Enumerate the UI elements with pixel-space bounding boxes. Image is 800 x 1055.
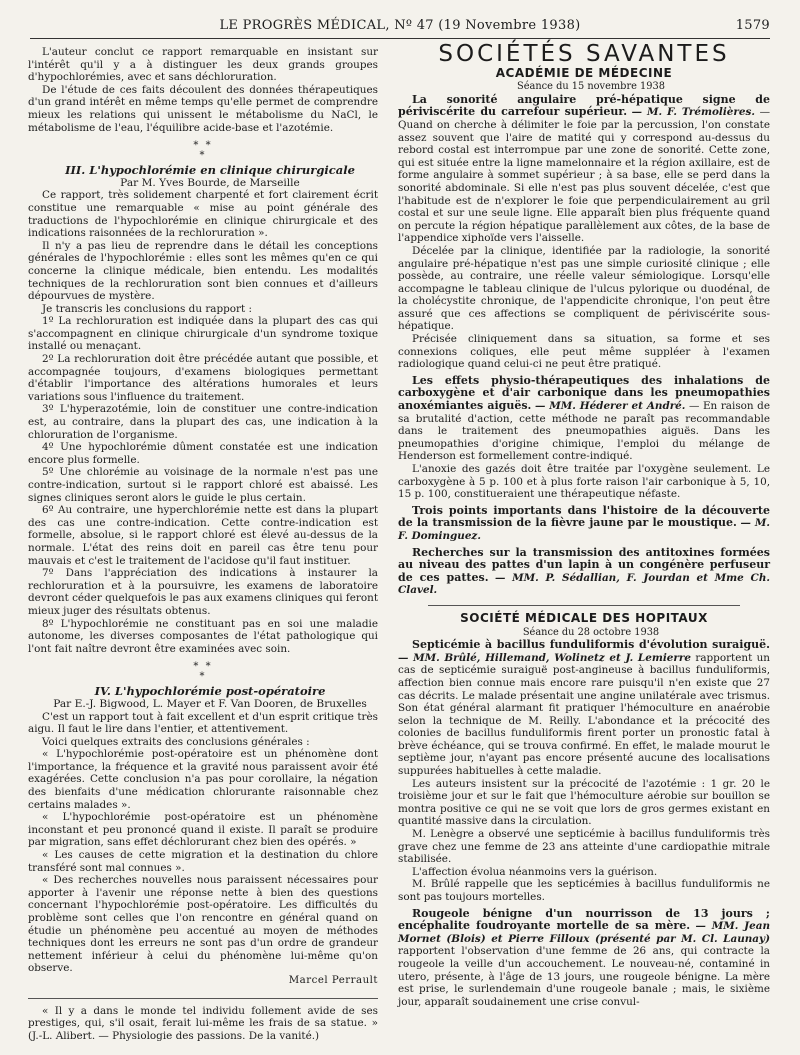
communication-title: La sonorité angulaire pré-hépatique signe de périviscérite du carrefour supérieur. (398, 92, 770, 119)
communication-text: rapportent l'observation d'une femme de 26 ans, qui contracte la rougeole la veille d'un accouchement. Le nouveau-né, contaminé in utero, présente, à l'âge de 13 jours, une rougeole bénigne. La mère est prise, le surlendemain d'une rougeole banale ; mais, le sixième jour, apparaît soudainement une crise convul- (398, 945, 770, 1008)
conclusion-item: 7º Dans l'appréciation des indications à instaurer la rechloruration et à la poursuivre, les examens de laboratoire devront céder quelquefois le pas aux examens cliniques qui feront mieux juger des résultats obtenus. (28, 567, 378, 617)
quoted-conclusion: « Des recherches nouvelles nous paraissent nécessaires pour apporter à l'avenir une réponse nette à bien des questions concernant l'hypochlorémie post-opératoire. Les difficultés du problème sont celles que l'on rencontre en général quand on étudie un phénomène peu accentué au moyen de méthodes techniques dont les erreurs ne sont pas d'un ordre de grandeur nettement inférieur à celui du phénomène lui-même qu'on observe. (28, 874, 378, 975)
body-paragraph: Il n'y a pas lieu de reprendre dans le détail les conceptions générales de l'hypochlorémie : elles sont les mêmes qu'en ce qui concerne la clinique médicale, bien entendu. Les modalités techniques de la rechloruration sont bien connues et d'ailleurs dépourvues de mystère. (28, 239, 378, 303)
communication (398, 505, 770, 543)
quote-rule (28, 998, 378, 999)
section-author: Par E.-J. Bigwood, L. Mayer et F. Van Dooren, de Bruxelles (53, 697, 367, 710)
communication-title: Septicémie à bacillus funduliformis d'évolution suraiguë. (412, 638, 770, 652)
communication-author: — M. F. Trémolières. (631, 106, 755, 119)
communication (398, 375, 770, 463)
body-paragraph: Précisée cliniquement dans sa situation, sa forme et ses connexions coliques, elle peut même suppléer à l'examen radiologique quand celui-ci ne peut être pratiqué. (398, 333, 770, 371)
section-separator: * * * (193, 661, 213, 683)
header-rule (30, 38, 770, 39)
quoted-conclusion: « Les causes de cette migration et la destination du chlore transféré sont mal connues ». (28, 849, 378, 874)
conclusion-item: 1º La rechloruration est indiquée dans la plupart des cas qui s'accompagnent en clinique chirurgicale d'un syndrome toxique installé ou menaçant. (28, 315, 378, 353)
communication-author: — M. F. Dominguez. (398, 517, 770, 542)
academy-heading: ACADÉMIE DE MÉDECINE (495, 65, 673, 80)
session-date: Séance du 28 octobre 1938 (522, 626, 660, 638)
communication-author: — MM. Brûlé, Hillemand, Wolinetz et J. Lemierre (398, 651, 691, 664)
conclusion-item: 5º Une chlorémie au voisinage de la normale n'est pas une contre-indication, surtout si le rapport chloré est abaissé. Les signes cliniques seront alors le guide le plus certain. (28, 466, 378, 504)
communication-title: Recherches sur la transmission des antitoxines formées au niveau des pattes d'un lapin à un congénère perfuseur de ces pattes. (398, 545, 770, 584)
communication (398, 547, 770, 597)
left-column (28, 46, 378, 1042)
author-signature: Marcel Perrault (288, 974, 378, 986)
communication-author: — MM. Jean Mornet (Blois) et Pierre Filloux (présenté par M. Cl. Launay) (398, 920, 770, 945)
body-paragraph: C'est un rapport tout à fait excellent et d'un esprit critique très aigu. Il faut le lire dans l'entier, et attentivement. (28, 710, 378, 736)
societies-title: SOCIÉTÉS SAVANTES (438, 41, 730, 67)
body-paragraph: L'affection évolua néanmoins vers la guérison. (412, 865, 658, 878)
section-rule (428, 605, 740, 606)
section-title: III. L'hypochlorémie en clinique chirurgicale (65, 163, 355, 178)
section-separator: * * * (193, 140, 213, 162)
right-column (398, 41, 771, 1008)
communication-title: Trois points importants dans l'histoire de la découverte de la transmission de la fièvre jaune par le moustique. (398, 503, 770, 530)
section-author: Par M. Yves Bourde, de Marseille (120, 176, 300, 189)
communication-text: — Quand on cherche à délimiter le foie par la percussion, l'on constate assez souvent que l'aire de matité qui y correspond au-dessus du rebord costal est interrompue par une zone de sonorité. Cette zone, qui est située entre la ligne mamelonnaire et la région axillaire, est de forme angulaire à sommet supérieur ; à sa base, elle se perd dans la sonorité abdominale. Si elle n'est pas plus souvent décelée, c'est que l'habitude est de n'explorer le foie que perpendiculairement au gril costal et sur une seule ligne. Elle apparaît bien plus fréquente quand on percute la région hépatique parallèlement aux côtes, de la base de l'appendice xiphoïde vers l'aisselle. (398, 106, 770, 245)
conclusion-item: 3º L'hyperazotémie, loin de constituer une contre-indication est, au contraire, dans la plupart des cas, une indication à la chloruration de l'organisme. (28, 403, 378, 441)
communication-author: — MM. Héderer et André. (534, 400, 686, 413)
conclusion-item: 8º L'hypochlorémie ne constituant pas en soi une maladie autonome, les diverses composantes de l'état pathologique qui l'ont fait naître devront être examinées avec soin. (28, 617, 378, 655)
body-paragraph: M. Brûlé rappelle que les septicémies à bacillus funduliformis ne sont pas toujours mortelles. (398, 878, 770, 903)
conclusion-item: 6º Au contraire, une hyperchlorémie nette est dans la plupart des cas une contre-indication. Cette contre-indication est formelle, absolue, si le rapport chloré est élevé au-dessus de la normale. L'état des reins doit en pareil cas être tenu pour mauvais et c'est le traitement de l'acidose qu'il faut instituer. (28, 504, 378, 567)
body-paragraph: L'anoxie des gazés doit être traitée par l'oxygène seulement. Le carboxygène à 5 p. 100 et à plus forte raison l'air carbonique à 5, 10, 15 p. 100, constitueraient une thérapeutique néfaste. (398, 463, 770, 501)
session-date: Séance du 15 novembre 1938 (517, 81, 665, 93)
body-paragraph: Je transcris les conclusions du rapport : (42, 302, 252, 315)
body-paragraph: M. Lenègre a observé une septicémie à bacillus funduliformis très grave chez une femme de 23 ans atteinte d'une cardiopathie mitrale stabilisée. (398, 828, 770, 866)
epigraph-quote: « Il y a dans le monde tel individu follement avide de ses prestiges, qui, s'il osait, ferait lui-même les frais de sa statue. » (J.-L. Alibert. — Physiologie des passions. De la vanité.) (28, 1004, 378, 1042)
communication-text: — En raison de sa brutalité d'action, cette méthode ne paraît pas recommandable dans le traitement des pneumopathies aiguës. Dans les pneumopathies d'origine chimique, l'emploi du mélange de Henderson est formellement contre-indiqué. (398, 400, 770, 463)
conclusion-item: 4º Une hypochlorémie dûment constatée est une indication encore plus formelle. (28, 441, 378, 466)
communication (398, 908, 770, 1009)
quoted-conclusion: « L'hypochlorémie post-opératoire est un phénomène dont l'importance, la fréquence et la gravité nous paraissent avoir été exagérées. Cette conclusion n'a pas pour corollaire, la négation des bienfaits d'une médication chlorurante raisonnable chez certains malades ». (28, 748, 378, 811)
communication-title: Rougeole bénigne d'un nourrisson de 13 jours ; encéphalite foudroyante mortelle de sa mère. (398, 906, 770, 933)
body-paragraph: Voici quelques extraits des conclusions générales : (42, 735, 310, 748)
body-paragraph: Les auteurs insistent sur la précocité de l'azotémie : 1 gr. 20 le troisième jour et sur le fait que l'hémoculture aérobie sur bouillon se montra positive ce qui ne se voit que lors de gros germes existant en quantité massive dans la circulation. (398, 777, 770, 828)
body-paragraph: Décelée par la clinique, identifiée par la radiologie, la sonorité angulaire pré-hépatique n'est pas une simple curiosité clinique ; elle possède, au contraire, une réelle valeur sémiologique. Lorsqu'elle accompagne le tableau clinique de l'ulcus pylorique ou duodénal, de la cholécystite chronique, de l'appendicite chronique, l'on peut être assuré que ces affections se compliquent de périviscérite sous-hépatique. (398, 244, 770, 333)
quoted-conclusion: « L'hypochlorémie post-opératoire est un phénomène inconstant et peu prononcé quand il existe. Il paraît se produire par migration, sans effet déchlorurant chez bien des opérés. » (28, 811, 378, 849)
hospitals-heading: SOCIÉTÉ MÉDICALE DES HOPITAUX (460, 610, 708, 625)
body-paragraph: Ce rapport, très solidement charpenté et fort clairement écrit constitue une remarquable « mise au point générale des traductions de l'hypochlorémie en clinique chirurgicale et des indications raisonnées de la rechloruration ». (28, 189, 378, 240)
communication-author: — MM. P. Sédallian, F. Jourdan et Mme Ch. Clavel. (398, 571, 770, 597)
communication (398, 639, 770, 778)
journal-title: LE PROGRÈS MÉDICAL, Nº 47 (19 Novembre 1938) (219, 18, 581, 33)
intro-paragraph: De l'étude de ces faits découlent des données thérapeutiques d'un grand intérêt en même temps qu'elle permet de comprendre mieux les relations qui unissent le métabolisme du NaCl, le métabolisme de l'eau, l'équilibre acide-base et l'azotémie. (28, 83, 378, 134)
intro-paragraph: L'auteur conclut ce rapport remarquable en insistant sur l'intérêt qu'il y a à distinguer les deux grands groupes d'hypochlorémies, avec et sans déchloruration. (28, 46, 378, 84)
page-number: 1579 (735, 18, 770, 33)
conclusion-item: 2º La rechloruration doit être précédée autant que possible, et accompagnée toujours, d'examens biologiques permettant d'établir l'importance des altérations humorales et leurs variations sous l'influence du traitement. (28, 353, 378, 403)
communication-title: Les effets physio-thérapeutiques des inhalations de carboxygène et d'air carbonique dans les pneumopathies anoxémiantes aiguës. (398, 373, 770, 413)
section-title: IV. L'hypochlorémie post-opératoire (94, 684, 326, 699)
communication (398, 94, 770, 245)
communication-text: rapportent un cas de septicémie suraiguë post-angineuse à bacillus funduliformis, affection bien connue mais encore rare puisqu'il n'en existe que 27 cas décrits. Le malade présentait une angine unilatérale avec trismus. Son état général alarmant fit pratiquer l'hémoculture en anaérobie selon la technique de M. Reilly. L'abondance et la précocité des colonies de bacillus funduliformis firent porter un pronostic fatal à brève échéance, qui se trouva confirmé. En effet, le malade mourut le septième jour, n'ayant pas encore présenté aucune des localisations suppurées habituelles à cette maladie. (398, 651, 771, 778)
running-header (30, 18, 770, 38)
